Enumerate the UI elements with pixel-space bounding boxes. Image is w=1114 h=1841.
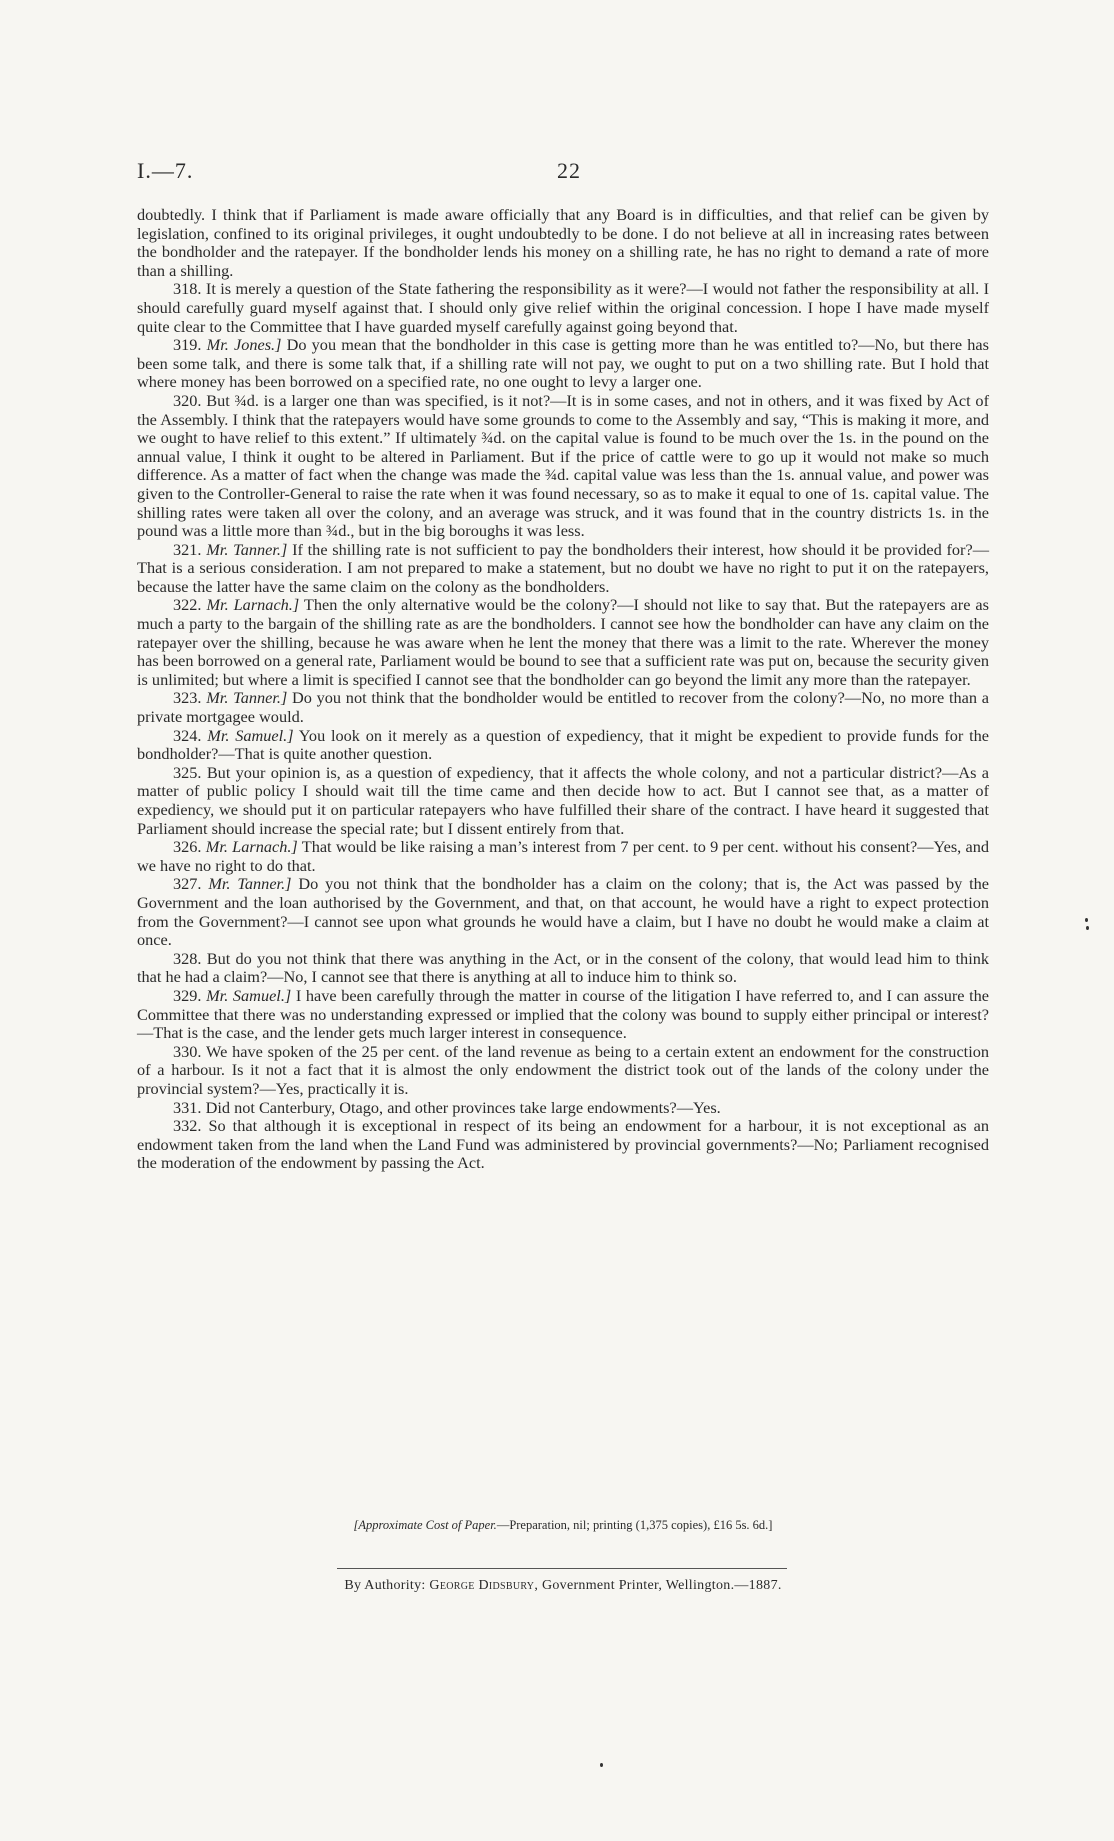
question-number: 327. xyxy=(173,874,202,894)
speaker-name: Mr. Tanner.] xyxy=(206,688,288,708)
question-number: 330. xyxy=(173,1041,202,1061)
evidence-body xyxy=(137,206,989,1173)
printer-name: George Didsbury, xyxy=(429,1578,539,1593)
margin-mark xyxy=(1086,926,1089,930)
authority-prefix: By Authority: xyxy=(344,1578,426,1593)
evidence-paragraph xyxy=(137,206,989,280)
paragraph-text: But ¾d. is a larger one than was specified, is it not?—It is in some cases, and not in others, and it was fixed by Act of the Assembly. I think that the ratepayers would have some grounds to come to the Assembly and say, “This is making it more, and we ought to have relief to this extent.” If ultimately ¾d. on the capital value is found to be much over the 1s. in the pound on the annual value, I think it ought to be altered in Parliament. But if the price of cattle were to go up it would not make so much difference. As a matter of fact when the change was made the ¾d. capital value was less than the 1s. annual value, and power was given to the Controller-General to raise the rate when it was found necessary, so as to make it equal to one of 1s. capital value. The shilling rates were taken all over the colony, and an average was struck, and it was found that in the country districts 1s. in the pound was a little more than ¾d., but in the big boroughs it was less. xyxy=(137,390,989,541)
paragraph-text: You look on it merely as a question of expediency, that it might be expedient to provide funds for the bondholder?—That is quite another question. xyxy=(137,725,989,764)
page-speck xyxy=(600,1763,603,1767)
question-number: 324. xyxy=(173,725,202,745)
question-number: 328. xyxy=(173,948,202,968)
document-reference: I.—7. xyxy=(137,158,194,183)
cost-text: —Preparation, nil; printing (1,375 copies), £16 5s. 6d.] xyxy=(496,1518,773,1532)
evidence-paragraph xyxy=(137,764,989,838)
question-number: 332. xyxy=(173,1116,202,1136)
speaker-name: Mr. Tanner.] xyxy=(208,874,292,894)
paragraph-text: If the shilling rate is not sufficient to pay the bondholders their interest, how should it be provided for?—That is a serious consideration. I am not prepared to make a statement, but no doubt we have no right to put it on the ratepayers, because the latter have the same claim on the colony as the bondholders. xyxy=(137,539,989,596)
printer-authority xyxy=(137,1578,989,1594)
paragraph-text: But your opinion is, as a question of expediency, that it affects the whole colony, and not a particular district?—As a matter of public policy I should wait till the time came and then decide how to act. But I cannot see that, as a matter of expediency, we should put it on particular ratepayers who have fulfilled their share of the contract. I have heard it suggested that Parliament should increase the special rate; but I dissent entirely from that. xyxy=(137,762,989,838)
evidence-paragraph xyxy=(137,1117,989,1173)
paragraph-text: We have spoken of the 25 per cent. of the land revenue as being to a certain extent an endowment for the construction of a harbour. Is it not a fact that it is almost the only endowment the district took out of the lands of the colony under the provincial system?—Yes, practically it is. xyxy=(137,1041,989,1098)
evidence-paragraph xyxy=(137,280,989,336)
footer-divider xyxy=(337,1568,787,1569)
speaker-name: Mr. Larnach.] xyxy=(206,595,300,615)
paragraph-text: Do you mean that the bondholder in this case is getting more than he was entitled to?—No, but there has been some talk, and there is some talk that, if a shilling rate will not pay, we ought to put on a two shilling rate. But I hold that where money has been borrowed on a specified rate, no one ought to levy a larger one. xyxy=(137,335,989,392)
evidence-paragraph xyxy=(137,727,989,764)
question-number: 319. xyxy=(173,335,202,355)
question-number: 329. xyxy=(173,985,202,1005)
page-header xyxy=(137,150,989,190)
question-number: 318. xyxy=(173,279,202,299)
speaker-name: Mr. Larnach.] xyxy=(205,837,298,857)
paragraph-text: So that although it is exceptional in respect of its being an endowment for a harbour, it is not exceptional as an endowment taken from the land when the Land Fund was administered by provincial governments?—No; Parliament recognised the moderation of the endowment by passing the Act. xyxy=(137,1116,989,1173)
evidence-paragraph xyxy=(137,1099,989,1118)
cost-label: [Approximate Cost of Paper. xyxy=(353,1518,497,1532)
evidence-paragraph xyxy=(137,1043,989,1099)
question-number: 323. xyxy=(173,688,202,708)
paragraph-text: Then the only alternative would be the colony?—I should not like to say that. But the ratepayers are as much a party to the bargain of the shilling rate as are the bondholders. I cannot see how the bondholder can have any claim on the ratepayer over the shilling, because he was aware when he lent the money that there was a limit to the rate. Wherever the money has been borrowed on a general rate, Parliament would be bound to see that a sufficient rate was put on, because the security given is unlimited; but where a limit is specified I cannot see that the bondholder can go beyond the limit any more than the ratepayer. xyxy=(137,595,989,689)
speaker-name: Mr. Tanner.] xyxy=(206,539,288,559)
question-number: 326. xyxy=(173,837,202,857)
margin-mark xyxy=(1085,918,1088,922)
evidence-paragraph xyxy=(137,987,989,1043)
paragraph-text: I have been carefully through the matter in course of the litigation I have referred to, and I can assure the Committee that there was no understanding expressed or implied that the colony was bound to supply either principal or interest?—That is the case, and the lender gets much larger interest in consequence. xyxy=(137,985,989,1043)
evidence-paragraph xyxy=(137,336,989,392)
authority-suffix: Government Printer, Wellington.—1887. xyxy=(541,1578,782,1593)
evidence-paragraph xyxy=(137,392,989,541)
document-page xyxy=(137,150,990,1593)
question-number: 322. xyxy=(173,595,202,615)
evidence-paragraph xyxy=(137,689,989,726)
paragraph-text: But do you not think that there was anything in the Act, or in the consent of the colony, that would lead him to think that he had a claim?—No, I cannot see that there is anything at all to induce him to think so. xyxy=(137,948,989,987)
page-number: 22 xyxy=(557,158,581,183)
paragraph-text: Do you not think that the bondholder would be entitled to recover from the colony?—No, no more than a private mortgagee would. xyxy=(137,688,989,727)
evidence-paragraph xyxy=(137,596,989,689)
paragraph-text: Do you not think that the bondholder has a claim on the colony; that is, the Act was passed by the Government and the loan authorised by the Government, and that, on that account, he would have a right to expect protection from the Government?—I cannot see upon what grounds he would have a claim, but I have no doubt he would make a claim at once. xyxy=(137,874,989,950)
evidence-paragraph xyxy=(137,950,989,987)
cost-note xyxy=(137,1518,989,1533)
speaker-name: Mr. Samuel.] xyxy=(206,985,292,1005)
speaker-name: Mr. Samuel.] xyxy=(207,725,294,745)
speaker-name: Mr. Jones.] xyxy=(206,335,282,355)
paragraph-text: doubtedly. I think that if Parliament is made aware officially that any Board is in difficulties, and that relief can be given by legislation, confined to its original privileges, it ought undoubtedly to be done. I do not believe at all in increasing rates between the bondholder and the ratepayer. If the bondholder lends his money on a shilling rate, he has no right to demand a rate of more than a shilling. xyxy=(137,205,989,280)
evidence-paragraph xyxy=(137,838,989,875)
paragraph-text: Did not Canterbury, Otago, and other provinces take large endowments?—Yes. xyxy=(205,1097,721,1117)
paragraph-text: It is merely a question of the State fathering the responsibility as it were?—I would not father the responsibility at all. I should carefully guard myself against that. I should only give relief within the original concession. I hope I have made myself quite clear to the Committee that I have guarded myself carefully against going beyond that. xyxy=(137,279,989,336)
evidence-paragraph xyxy=(137,541,989,597)
paragraph-text: That would be like raising a man’s interest from 7 per cent. to 9 per cent. without his consent?—Yes, and we have no right to do that. xyxy=(137,837,990,875)
question-number: 320. xyxy=(173,390,202,410)
question-number: 321. xyxy=(173,539,202,559)
question-number: 331. xyxy=(173,1097,202,1117)
question-number: 325. xyxy=(173,762,202,782)
evidence-paragraph xyxy=(137,875,989,949)
